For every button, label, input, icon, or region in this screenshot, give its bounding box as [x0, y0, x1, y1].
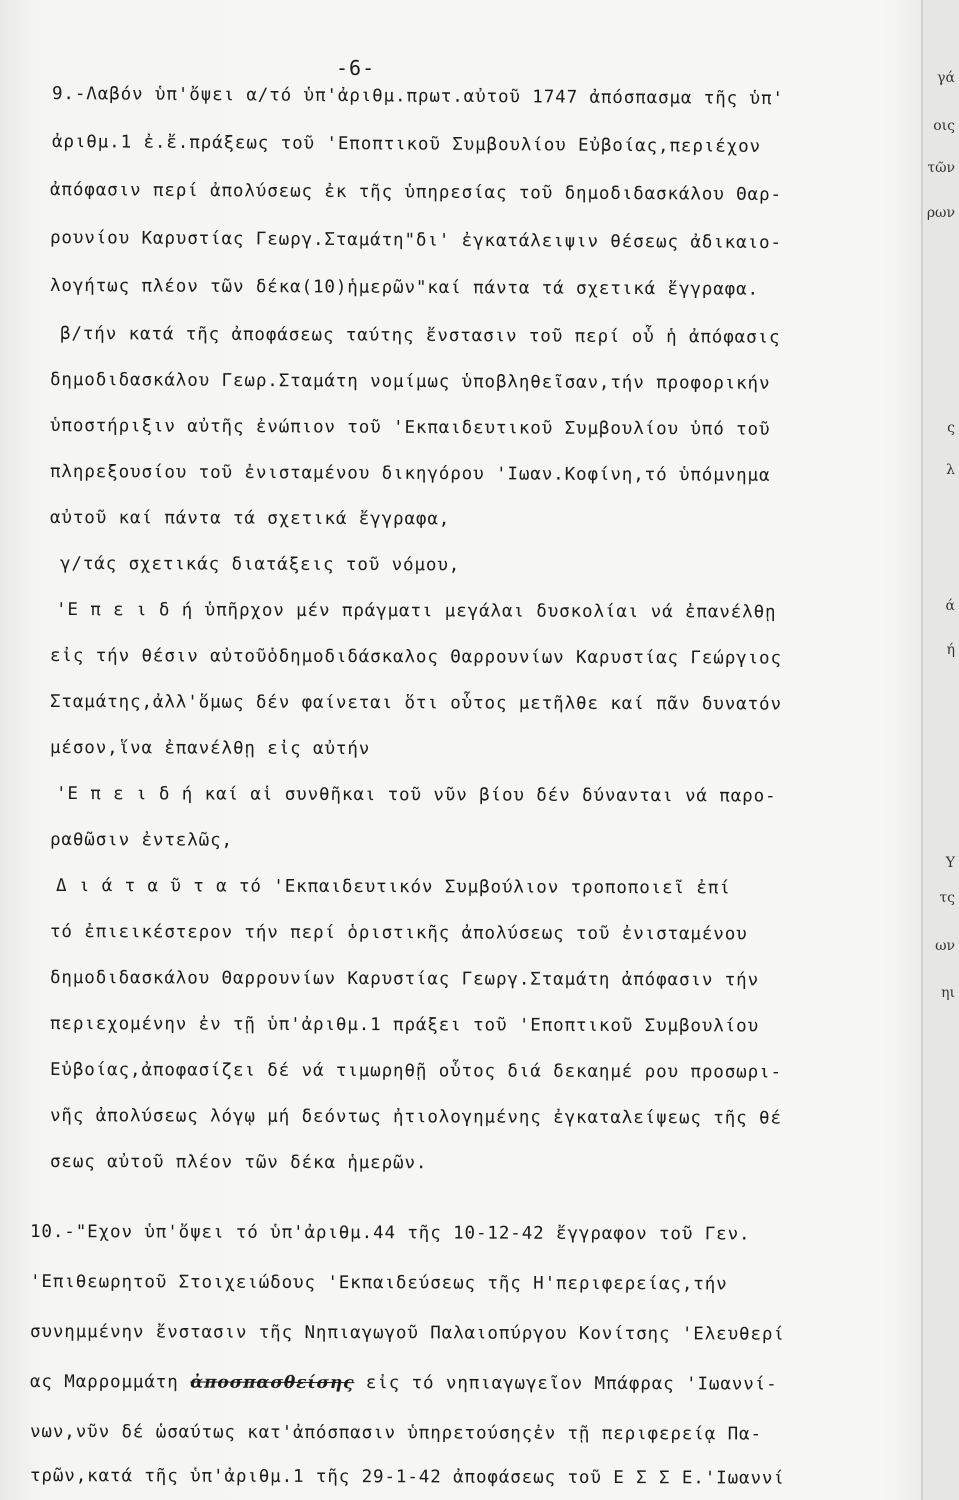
text-line: 'Ε π ε ι δ ή καί αἱ συνθῆκαι τοῦ νῦν βίου δέν δύνανται νά παρο- — [55, 784, 777, 807]
text-line: 'Ε π ε ι δ ή ὑπῆρχον μέν πράγματι μεγάλαι δυσκολίαι νά ἐπανέλθῃ — [55, 600, 777, 623]
margin-fragment: τῶν — [927, 160, 955, 176]
margin-fragment: ηι — [941, 985, 955, 1001]
text-line: σεως αὐτοῦ πλέον τῶν δέκα ἡμερῶν. — [49, 1152, 428, 1174]
text-segment: ας Μαρρομμάτη — [29, 1372, 179, 1393]
text-line: ἀπόφασιν περί ἀπολύσεως ἐκ τῆς ὑπηρεσίας τοῦ δημοδιδασκάλου Θαρ- — [49, 180, 782, 206]
text-line: τρῶν,κατά τῆς ὑπ'ἀριθμ.1 τῆς 29-1-42 ἀποφάσεως τοῦ Ε Σ Σ Ε.'Ιωαννί — [29, 1466, 785, 1489]
text-line: ὑποστήριξιν αὐτῆς ἐνώπιον τοῦ 'Εκπαιδευτικοῦ Συμβουλίου ὑπό τοῦ — [49, 416, 771, 440]
handwritten-insertion: ἀποσπασθείσης — [190, 1372, 355, 1394]
margin-fragment: τς — [939, 890, 955, 906]
text-line: δημοδιδασκάλου Γεωρ.Σταμάτη νομίμως ὑποβληθεῖσαν,τήν προφορικήν — [49, 370, 771, 394]
text-line: δημοδιδασκάλου Θαρρουνίων Καρυστίας Γεωργ.Σταμάτη ἀπόφασιν τήν — [49, 968, 760, 991]
text-line: νῆς ἀπολύσεως λόγῳ μή δεόντως ἠτιολογημένης ἐγκαταλείψεως τῆς θέ — [49, 1106, 782, 1129]
text-line: β/τήν κατά τῆς ἀποφάσεως ταύτης ἔνστασιν τοῦ περί οὗ ἡ ἀπόφασις — [59, 324, 781, 348]
margin-fragment: λ — [946, 462, 955, 478]
text-line: Εὐβοίας,ἀποφασίζει δέ νά τιμωρηθῇ οὗτος διά δεκαημέ ρου προσωρι- — [49, 1060, 782, 1083]
text-segment: εἰς τό νηπιαγωγεῖον Μπάφρας 'Ιωαννί- — [365, 1373, 778, 1395]
text-line: νων,νῦν δέ ὡσαύτως κατ'ἀπόσπασιν ὑπηρετούσηςἐν τῇ περιφερείᾳ Πα- — [29, 1422, 762, 1445]
text-line: περιεχομένην ἐν τῇ ὑπ'ἀριθμ.1 πράξει τοῦ 'Εποπτικοῦ Συμβουλίου — [49, 1014, 760, 1037]
text-line: ραθῶσιν ἐντελῶς, — [49, 830, 234, 851]
margin-fragment: Υ — [945, 855, 955, 871]
text-line: Σταμάτης,ἀλλ'ὅμως δέν φαίνεται ὅτι οὗτος μετῆλθε καί πᾶν δυνατόν — [49, 692, 782, 715]
text-line: λογήτως πλέον τῶν δέκα(10)ἡμερῶν"καί πάντα τά σχετικά ἔγγραφα. — [49, 276, 760, 300]
text-line: πληρεξουσίου τοῦ ἐνισταμένου δικηγόρου 'Ιωαν.Κοφίνη,τό ὑπόμνημα — [49, 462, 771, 486]
margin-fragment: ά — [945, 598, 955, 614]
margin-fragment: γά — [937, 70, 955, 86]
margin-fragment: ρων — [926, 205, 955, 221]
text-line: συνημμένην ἔνστασιν τῆς Νηπιαγωγοῦ Παλαιοπύργου Κονίτσης 'Ελευθερί — [29, 1322, 785, 1345]
margin-fragment: ων — [935, 938, 955, 954]
text-line: 10.-"Εχον ὑπ'ὄψει τό ὑπ'ἀριθμ.44 τῆς 10-12-42 ἔγγραφον τοῦ Γεν. — [29, 1222, 751, 1245]
text-line: 9.-Λαβόν ὑπ'ὄψει α/τό ὑπ'ἀριθμ.πρωτ.αὐτοῦ 1747 ἀπόσπασμα τῆς ὑπ' — [51, 84, 784, 110]
text-line: Δ ι ά τ α ῦ τ α τό 'Εκπαιδευτικόν Συμβούλιον τροποποιεῖ ἐπί — [55, 876, 731, 899]
margin-fragment: οις — [933, 118, 955, 134]
adjacent-page-edge — [921, 0, 959, 1500]
text-line: γ/τάς σχετικάς διατάξεις τοῦ νόμου, — [59, 554, 461, 576]
text-line: αὐτοῦ καί πάντα τά σχετικά ἔγγραφα, — [49, 508, 451, 530]
text-line: τό ἐπιεικέστερον τήν περί ὁριστικῆς ἀπολύσεως τοῦ ἐνισταμένου — [49, 922, 748, 945]
text-line: ρουνίου Καρυστίας Γεωργ.Σταμάτη"δι' ἐγκατάλειψιν θέσεως ἀδικαιο- — [49, 228, 782, 254]
text-line: εἰς τήν θέσιν αὐτοῦὁδημοδιδάσκαλος Θαρρουνίων Καρυστίας Γεώργιος — [49, 646, 782, 669]
text-line: μέσον,ἵνα ἐπανέλθῃ εἰς αὐτήν — [49, 738, 371, 760]
margin-fragment: ή — [946, 642, 955, 658]
margin-fragment: ς — [947, 420, 955, 436]
text-line: ἀριθμ.1 ἐ.ἔ.πράξεως τοῦ 'Εποπτικοῦ Συμβουλίου Εὐβοίας,περιέχον — [51, 132, 762, 157]
text-line: 'Επιθεωρητοῦ Στοιχειώδους 'Εκπαιδεύσεως τῆς Η'περιφερείας,τήν — [29, 1272, 728, 1295]
text-line — [30, 1372, 778, 1395]
page-number: -6- — [336, 56, 376, 80]
